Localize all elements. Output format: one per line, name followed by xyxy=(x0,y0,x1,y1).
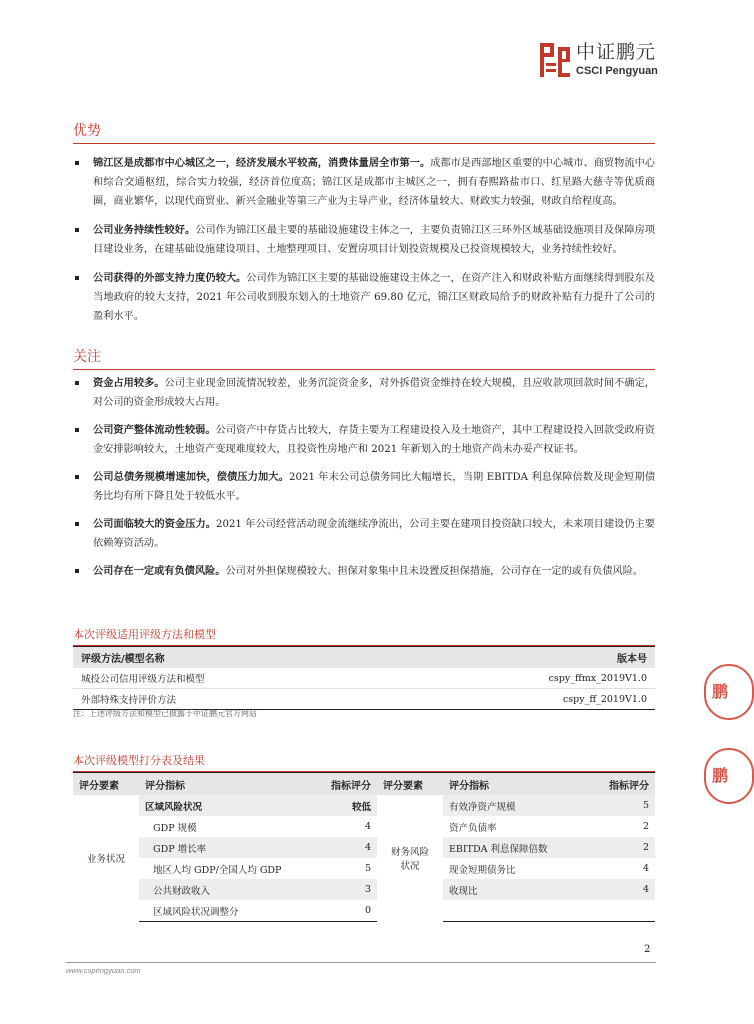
table-row xyxy=(73,689,655,710)
table-row xyxy=(73,900,655,922)
strength-item xyxy=(73,154,655,211)
strength-text: 公司作为锦江区最主要的基础设施建设主体之一，主要负责锦江区三环外区域基础设施项目及保障房项目建设业务，在建基础设施建设项目、土地整理项目、安置房项目计划投资规模及已投资规模较大，业务持续性较好。 xyxy=(93,225,655,255)
table-header-row xyxy=(73,773,655,796)
business-group-label: 业务状况 xyxy=(86,854,125,866)
column-header: 指标评分 xyxy=(573,773,655,796)
strength-item xyxy=(73,221,655,259)
column-header: 评分要素 xyxy=(73,773,139,796)
method-name: 城投公司信用评级方法和模型 xyxy=(73,668,393,689)
indicator-score: 4 xyxy=(642,863,649,874)
column-header: 版本号 xyxy=(393,647,655,669)
indicator-name: 资产负债率 xyxy=(449,822,497,834)
indicator-score: 3 xyxy=(289,879,377,900)
footer-divider xyxy=(66,962,656,963)
seal-stamp-icon: 鹏 xyxy=(704,664,754,720)
bullet-icon xyxy=(75,276,79,280)
table-row xyxy=(73,879,655,900)
table-row xyxy=(73,668,655,689)
indicator-score: 5 xyxy=(573,795,655,816)
strength-lead: 锦江区是成都市中心城区之一，经济发展水平较高，消费体量居全市第一。 xyxy=(93,158,431,169)
methods-table xyxy=(73,646,655,710)
seal-stamp-icon: 鹏 xyxy=(704,748,754,804)
indicator-score: 0 xyxy=(289,900,377,922)
strength-text: 公司作为锦江区主要的基础设施建设主体之一，在资产注入和财政补贴方面继续得到股东及当地政府的较大支持，2021 年公司收到股东划入的土地资产 69.80 亿元，锦江区财政局给予的财政补贴有力提升了公司的盈利水平。 xyxy=(93,273,655,322)
bullet-icon xyxy=(75,381,79,385)
footer-website: www.cspengyuan.com xyxy=(66,966,141,975)
column-header: 指标评分 xyxy=(289,773,377,796)
concern-text: 2021 年公司经营活动现金流继续净流出，公司主要在建项目投资缺口较大，未来项目建设仍主要依赖筹资活动。 xyxy=(93,519,655,549)
table-row xyxy=(73,837,655,858)
table-header-row xyxy=(73,647,655,669)
method-version: cspy_ff_2019V1.0 xyxy=(393,689,655,710)
indicator-score: 2 xyxy=(573,837,655,858)
concern-item xyxy=(73,468,655,506)
method-version: cspy_ffmx_2019V1.0 xyxy=(393,668,655,689)
indicator-name: 现金短期债务比 xyxy=(449,864,516,876)
indicator-name: GDP 增长率 xyxy=(139,837,289,858)
strength-item xyxy=(73,269,655,326)
table-row xyxy=(73,795,655,816)
indicator-name xyxy=(443,900,573,922)
indicator-name: GDP 规模 xyxy=(153,822,197,834)
concerns-heading: 关注 xyxy=(73,346,655,370)
logo-chinese-name: 中证鹏元 xyxy=(576,41,657,63)
indicator-score: 4 xyxy=(364,821,371,832)
company-logo xyxy=(540,40,658,80)
concern-text: 公司资产中存货占比较大，存货主要为工程建设投入及土地资产，其中工程建设投入回款受政府资金安排影响较大，土地资产变现难度较大，且投资性房地产和 2021 年新划入的土地资产尚未办妥产权证书。 xyxy=(93,425,655,455)
column-header: 评级方法/模型名称 xyxy=(73,647,393,669)
logo-english-name: CSCI Pengyuan xyxy=(576,65,658,77)
logo-mark-icon xyxy=(540,43,570,77)
indicator-name: 收现比 xyxy=(443,879,573,900)
indicator-score xyxy=(573,900,655,922)
concern-lead: 公司面临较大的资金压力。 xyxy=(93,519,216,530)
bullet-icon xyxy=(75,475,79,479)
indicator-score: 较低 xyxy=(289,795,377,816)
concern-text: 公司主业现金回流情况较差，业务沉淀资金多，对外拆借资金维持在较大规模，且应收款项回款时间不确定，对公司的资金形成较大占用。 xyxy=(93,378,655,408)
indicator-score: 5 xyxy=(364,863,371,874)
financial-group-label: 财务风险状况 xyxy=(391,847,430,873)
concern-item xyxy=(73,562,655,581)
table-row xyxy=(73,816,655,837)
page-number: 2 xyxy=(644,944,651,955)
strength-lead: 公司获得的外部支持力度仍较大。 xyxy=(93,273,247,284)
indicator-name: 公共财政收入 xyxy=(139,879,289,900)
indicator-score: 2 xyxy=(642,821,649,832)
strengths-list xyxy=(73,154,655,326)
scores-caption: 本次评级模型打分表及结果 xyxy=(73,752,655,772)
concern-lead: 公司资产整体流动性较弱。 xyxy=(93,425,216,436)
column-header: 评分要素 xyxy=(377,773,443,796)
bullet-icon xyxy=(75,569,79,573)
methods-note: 注：上述评级方法和模型已披露于中证鹏元官方网站 xyxy=(73,709,257,718)
table-row xyxy=(73,858,655,879)
column-header: 评分指标 xyxy=(443,773,573,796)
strengths-heading: 优势 xyxy=(73,120,655,144)
bullet-icon xyxy=(75,161,79,165)
indicator-score: 4 xyxy=(573,879,655,900)
concern-text: 公司对外担保规模较大、担保对象集中且未设置反担保措施，公司存在一定的或有负债风险。 xyxy=(225,566,644,577)
indicator-name: 区域风险状况 xyxy=(139,795,289,816)
concern-item xyxy=(73,374,655,412)
concern-lead: 公司总债务规模增速加快，偿债压力加大。 xyxy=(93,472,289,483)
bullet-icon xyxy=(75,228,79,232)
indicator-name: 区域风险状况调整分 xyxy=(139,900,289,922)
concern-lead: 资金占用较多。 xyxy=(93,378,165,389)
indicator-name: 地区人均 GDP/全国人均 GDP xyxy=(153,864,282,876)
scores-table xyxy=(73,772,655,922)
indicator-score: 4 xyxy=(289,837,377,858)
concerns-list xyxy=(73,374,655,581)
method-name: 外部特殊支持评价方法 xyxy=(73,689,393,710)
indicator-name: 有效净资产规模 xyxy=(443,795,573,816)
bullet-icon xyxy=(75,428,79,432)
column-header: 评分指标 xyxy=(139,773,289,796)
concern-lead: 公司存在一定或有负债风险。 xyxy=(93,566,226,577)
methods-caption: 本次评级适用评级方法和模型 xyxy=(73,626,655,646)
indicator-name: EBITDA 利息保障倍数 xyxy=(443,837,573,858)
concern-item xyxy=(73,515,655,553)
bullet-icon xyxy=(75,522,79,526)
concern-text: 2021 年末公司总债务同比大幅增长，当期 EBITDA 利息保障倍数及现金短期债务比均有所下降且处于较低水平。 xyxy=(93,472,656,502)
strength-text: 成都市是西部地区重要的中心城市、商贸物流中心和综合交通枢纽，综合实力较强，经济首位度高；锦江区是成都市主城区之一，拥有春熙路盐市口、红星路大慈寺等优质商圈，商业繁华，以现代商贸业、新兴金融业等第三产业为主导产业，经济体量较大、财政实力较强，财政自给程度高。 xyxy=(93,158,655,207)
concern-item xyxy=(73,421,655,459)
strength-lead: 公司业务持续性较好。 xyxy=(93,225,196,236)
